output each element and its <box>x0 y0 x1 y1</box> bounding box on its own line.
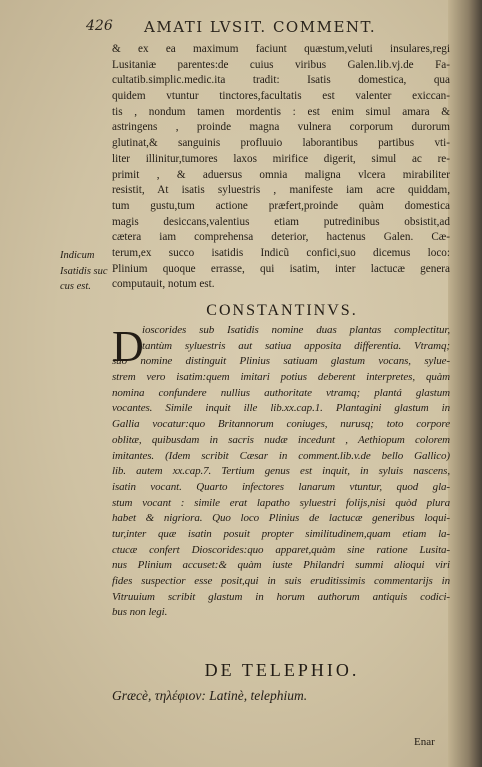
section-heading-constantinus: CONSTANTINVS. <box>206 302 358 319</box>
text-line: astringens , proinde magna vulnera corporum durorum <box>112 121 450 134</box>
text-line: liter illinitur,tumores laxos mirifice digerit, simul ac re- <box>112 152 450 165</box>
text-line: bus non legi. <box>112 606 168 619</box>
text-line: habet & nigriora. Quo loco Plinius de lactucæ generibus loqui- <box>112 512 450 525</box>
running-title: AMATI LVSIT. COMMENT. <box>144 18 377 36</box>
text-line: tantùm syluestris aut satiua apposita differentia. Vtramq; <box>142 339 450 352</box>
text-line: suo nomine distinguit Plinius satiuam glastum vocans, sylue- <box>112 355 450 368</box>
text-line: lib. autem xx.cap.7. Tertium genus est inquit, in syluis nascens, <box>112 465 450 478</box>
section-heading-telephio: DE TELEPHIO. <box>204 660 360 680</box>
text-line: nomina confundere nullius authoritate vtramq; plantá glastum <box>112 386 450 399</box>
text-line: computauit, notum est. <box>112 278 215 291</box>
text-line: stum vocant : simile erat lapatho syluestri folijs,nisi quòd plura <box>112 496 450 509</box>
text-line: resistit, At isatis syluestris , manifeste iam acre quiddam, <box>112 184 450 197</box>
text-line: primit , & aduersus omnia maligna vlcera mirabiliter <box>112 168 450 181</box>
text-line: terum,ex succo isatidis Indicũ confici,suo dicemus loco: <box>112 246 450 259</box>
text-line: Gallia vocatur:quo Britannorum coniuges, nurusq; toto corpore <box>112 418 450 431</box>
greek-latin-line: Græcè, τηλέφιον: Latinè, telephium. <box>112 688 308 703</box>
text-line: cætera iam comprehensa deterior, hactenus Galen. Cæ- <box>112 231 450 244</box>
marginal-note-line: Isatidis suc <box>60 265 108 277</box>
text-line: tur,inter quæ isatin posuit propter similitudinem,quam etiam la- <box>112 527 450 540</box>
text-line: tis , nondum tamen mordentis : est enim simul amara & <box>112 105 450 118</box>
constantinus-paragraph <box>112 323 450 621</box>
marginal-note <box>60 248 114 295</box>
catchword: Enar <box>414 736 435 748</box>
text-line: strem vero isatim:quem imitari potius deberent interpretes, quàm <box>112 371 450 384</box>
text-line: quidem vtuntur tinctores,facultatis est valenter exiccan- <box>112 90 450 103</box>
text-line: glutinat,& sanguinis profluuio laborantibus partibus vti- <box>112 137 450 150</box>
text-line: magis desiccans,valentius etiam putredinibus obsistit,ad <box>112 215 450 228</box>
text-line: fides suspectior esse posit,qui in suis eruditissimis commentarijs in <box>112 575 450 587</box>
marginal-note-line: Indicum <box>60 250 95 261</box>
text-line: ctucæ confert Dioscorides:quo apparet,quàm sine ratione Lusita- <box>112 543 450 556</box>
page-header <box>86 16 442 40</box>
text-line: isatin vocant. Quarto infectores lanarum vtuntur, quod gla- <box>112 480 450 493</box>
text-line: & ex ea maximum faciunt quæstum,veluti insulares,regi <box>112 43 450 55</box>
text-line: ioscorides sub Isatidis nomine duas plantas complectitur, <box>142 324 450 336</box>
text-line: Lusitaniæ parentes:de cuius viribus Galen.lib.vj.de Fa- <box>112 58 450 71</box>
drop-capital: D <box>112 322 144 371</box>
text-line: oblitæ, quibusdam in sacris nudæ incedunt , Aethiopum colorem <box>112 433 450 446</box>
marginal-note-line: cus est. <box>60 281 91 293</box>
text-line: cultatib.simplic.medic.ita tradit: Isatis domestica, qua <box>112 74 450 87</box>
text-line: Vitruuium scribit glastum in horum authorum antiquis codici- <box>112 590 450 603</box>
page-number: 426 <box>86 18 113 34</box>
text-line: imitantes. (Idem scribit Cæsar in comment.lib.v.de bello Gallico) <box>112 449 450 462</box>
intro-paragraph <box>112 42 450 293</box>
page-gutter-shadow <box>448 0 482 767</box>
text-line: tum gustu,tum actione præfert,proinde quàm domestica <box>112 199 450 212</box>
text-line: Plinium quoque errasse, qui isatim, inter lactucæ genera <box>112 262 450 275</box>
text-line: vocantes. Simile inquit ille lib.xx.cap.1. Plantagini glastum in <box>112 402 450 415</box>
text-line: nus Plinium accuset:& quàm iuste Philandri summi alioqui viri <box>112 559 450 572</box>
